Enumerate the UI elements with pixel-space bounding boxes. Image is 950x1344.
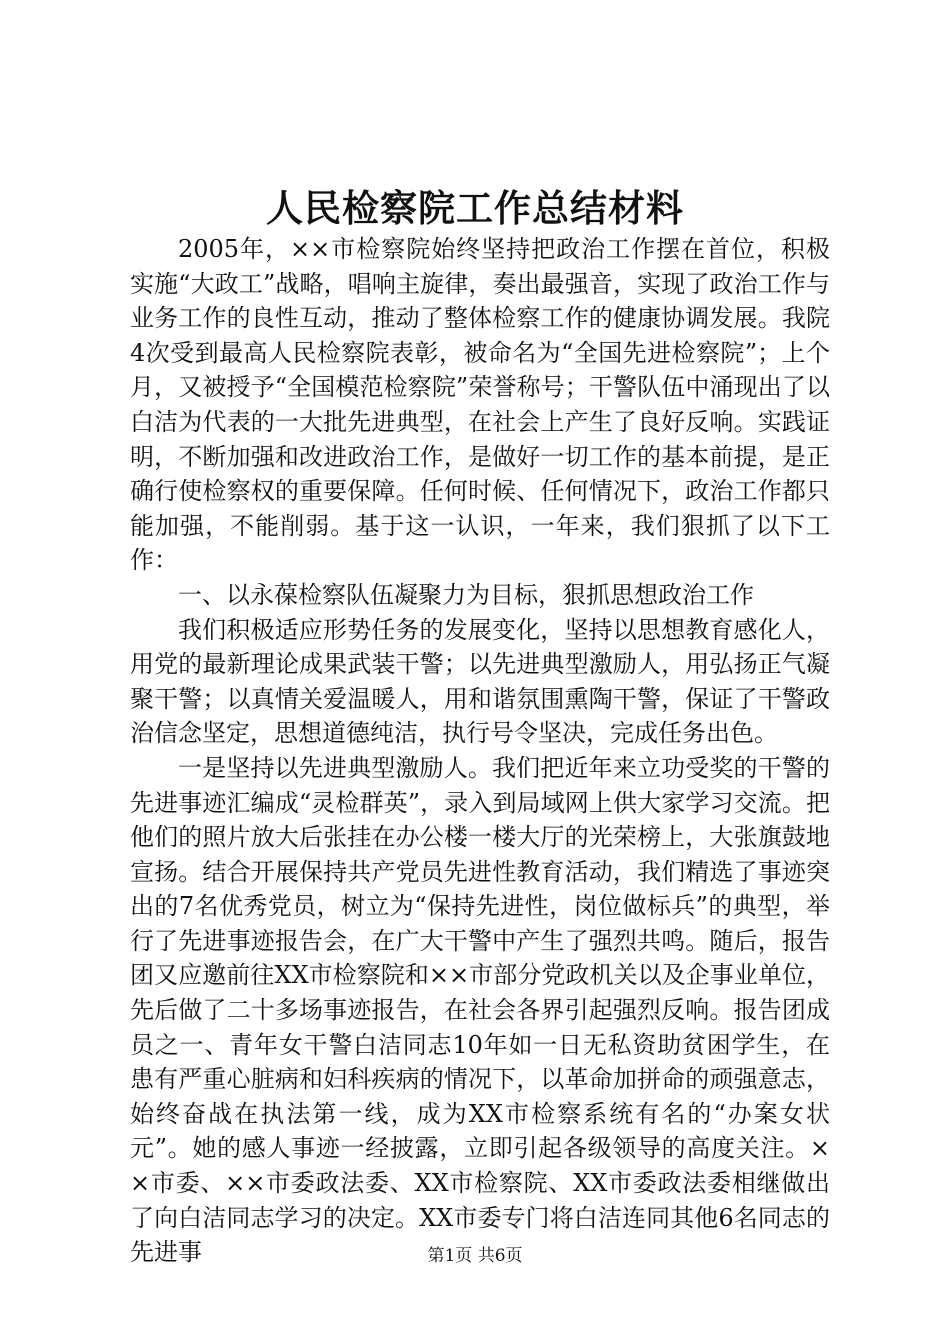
document-title: 人民检察院工作总结材料 [266,186,684,230]
document-body [130,232,830,1270]
paragraph-point-1: 一是坚持以先进典型激励人。我们把近年来立功受奖的干警的先进事迹汇编成“灵检群英”，录入到局域网上供大家学习交流。把他们的照片放大后张挂在办公楼一楼大厅的光荣榜上，大张旗鼓地宣扬。结合开展保持共产党员先进性教育活动，我们精选了事迹突出的7名优秀党员，树立为“保持先进性，岗位做标兵”的典型，举行了先进事迹报告会，在广大干警中产生了强烈共鸣。随后，报告团又应邀前往XX市检察院和××市部分党政机关以及企事业单位，先后做了二十多场事迹报告，在社会各界引起强烈反响。报告团成员之一、青年女干警白洁同志10年如一日无私资助贫困学生，在患有严重心脏病和妇科疾病的情况下，以革命加拼命的顽强意志，始终奋战在执法第一线，成为XX市检察系统有名的“办案女状元”。她的感人事迹一经披露，立即引起各级领导的高度关注。××市委、××市委政法委、XX市检察院、XX市委政法委相继做出了向白洁同志学习的决定。XX市委专门将白洁连同其他6名同志的先进事 [130,753,830,1267]
section-heading-1: 一、以永葆检察队伍凝聚力为目标，狠抓思想政治工作 [178,580,754,609]
paragraph-intro: 2005年，××市检察院始终坚持把政治工作摆在首位，积极实施“大政工”战略，唱响主旋律，奏出最强音，实现了政治工作与业务工作的良性互动，推动了整体检察工作的健康协调发展。我院4次受到最高人民检察院表彰，被命名为“全国先进检察院”；上个月，又被授予“全国模范检察院”荣誉称号；干警队伍中涌现出了以白洁为代表的一大批先进典型，在社会上产生了良好反响。实践证明，不断加强和改进政治工作，是做好一切工作的基本前提，是正确行使检察权的重要保障。任何时候、任何情况下，政治工作都只能加强，不能削弱。基于这一认识，一年来，我们狠抓了以下工作： [130,235,830,575]
page-footer: 第1页 共6页 [427,1246,523,1266]
paragraph-section-1: 我们积极适应形势任务的发展变化，坚持以思想教育感化人，用党的最新理论成果武装干警；以先进典型激励人，用弘扬正气凝聚干警；以真情关爱温暖人，用和谐氛围熏陶干警，保证了干警政治信念坚定，思想道德纯洁，执行号令坚决，完成任务出色。 [130,615,830,748]
